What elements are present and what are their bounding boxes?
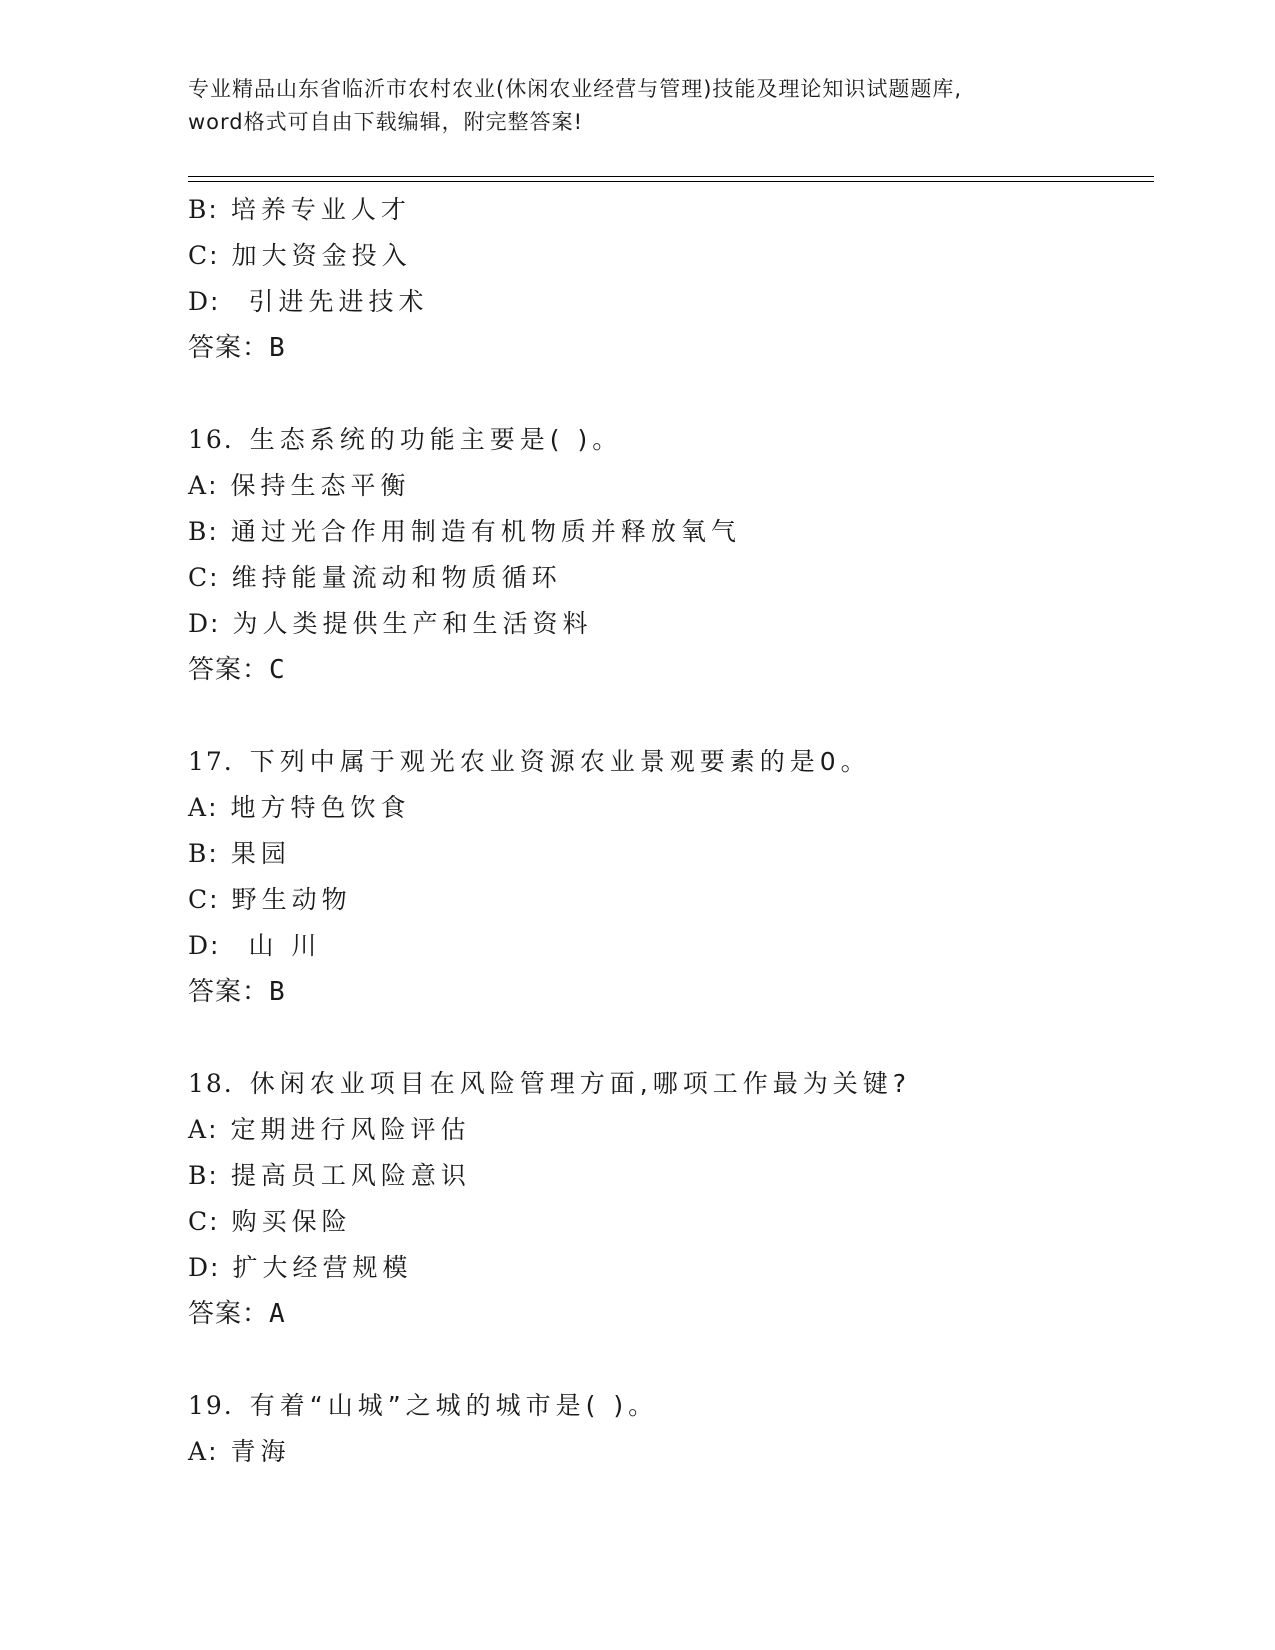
option-letter: B (188, 1161, 209, 1190)
option-b (188, 831, 1154, 877)
option-letter: D (188, 931, 211, 960)
option-letter: A (188, 793, 209, 822)
option-separator: : (209, 563, 218, 592)
question-number: 16. (188, 425, 234, 454)
option-separator: : (208, 793, 217, 822)
option-c (188, 1199, 1154, 1245)
spacer (188, 693, 1154, 739)
spacer (188, 1015, 1154, 1061)
option-text: 扩大经营规模 (232, 1253, 413, 1282)
option-separator: : (208, 1161, 217, 1190)
answer-label: 答案： (188, 977, 270, 1007)
option-separator: : (208, 195, 217, 224)
option-separator: : (208, 839, 217, 868)
option-separator: : (208, 517, 217, 546)
question-number: 19. (188, 1391, 234, 1420)
option-b (188, 187, 1154, 233)
option-separator: : (208, 471, 217, 500)
answer-line (188, 969, 1154, 1015)
option-a (188, 1429, 1154, 1475)
option-text: 维持能量流动和物质循环 (231, 563, 562, 592)
question-16 (188, 417, 1154, 693)
option-separator: : (209, 1207, 218, 1236)
option-separator: : (210, 287, 219, 316)
option-letter: B (188, 517, 209, 546)
option-text: 青海 (230, 1437, 291, 1466)
question-15-tail (188, 187, 1154, 371)
option-text: 购买保险 (231, 1207, 352, 1236)
option-b (188, 1153, 1154, 1199)
option-text: 为人类提供生产和生活资料 (232, 609, 593, 638)
option-separator: : (209, 885, 218, 914)
option-b (188, 509, 1154, 555)
option-text: 保持生态平衡 (230, 471, 411, 500)
option-letter: D (188, 287, 211, 316)
question-17 (188, 739, 1154, 1015)
option-separator: : (210, 609, 219, 638)
question-number: 18. (188, 1069, 234, 1098)
question-number: 17. (188, 747, 234, 776)
option-separator: : (210, 931, 219, 960)
option-letter: D (188, 1253, 211, 1282)
option-letter: D (188, 609, 211, 638)
question-text: 有着“山城”之城的城市是( )。 (249, 1391, 659, 1420)
option-separator: : (208, 1115, 217, 1144)
spacer (188, 1337, 1154, 1383)
header-line-2: word格式可自由下载编辑，附完整答案! (188, 110, 584, 134)
question-stem (188, 1061, 1154, 1107)
option-text: 果园 (230, 839, 291, 868)
answer-label: 答案： (188, 1299, 270, 1329)
option-c (188, 233, 1154, 279)
question-19 (188, 1383, 1154, 1475)
option-separator: : (210, 1253, 219, 1282)
answer-value: C (269, 655, 286, 685)
option-c (188, 555, 1154, 601)
option-a (188, 785, 1154, 831)
option-text: 引进先进技术 (248, 287, 429, 316)
option-letter: A (188, 1115, 209, 1144)
question-text: 下列中属于观光农业资源农业景观要素的是0。 (249, 747, 871, 776)
header-rule-top (188, 176, 1154, 177)
question-list (188, 187, 1154, 1475)
option-text: 定期进行风险评估 (230, 1115, 471, 1144)
option-letter: A (188, 471, 209, 500)
option-a (188, 1107, 1154, 1153)
option-a (188, 463, 1154, 509)
option-separator: : (208, 1437, 217, 1466)
option-letter: C (188, 563, 210, 592)
answer-line (188, 1291, 1154, 1337)
question-text: 休闲农业项目在风险管理方面,哪项工作最为关键? (249, 1069, 911, 1098)
question-stem (188, 417, 1154, 463)
option-d (188, 923, 1154, 969)
option-text: 加大资金投入 (231, 241, 412, 270)
answer-line (188, 647, 1154, 693)
question-18 (188, 1061, 1154, 1337)
header-rule-bottom (188, 181, 1154, 182)
header-line-1: 专业精品山东省临沂市农村农业(休闲农业经营与管理)技能及理论知识试题题库, (188, 77, 963, 101)
answer-line (188, 325, 1154, 371)
option-letter: C (188, 241, 210, 270)
question-text: 生态系统的功能主要是( )。 (249, 425, 623, 454)
answer-value: B (269, 977, 286, 1007)
question-stem (188, 1383, 1154, 1429)
option-text: 培养专业人才 (230, 195, 411, 224)
answer-value: A (269, 1299, 286, 1329)
option-text: 野生动物 (231, 885, 352, 914)
option-letter: C (188, 885, 210, 914)
option-letter: A (188, 1437, 209, 1466)
question-stem (188, 739, 1154, 785)
option-letter: C (188, 1207, 210, 1236)
option-text: 山 川 (248, 931, 322, 960)
option-text: 通过光合作用制造有机物质并释放氧气 (230, 517, 741, 546)
option-letter: B (188, 195, 209, 224)
document-header (188, 73, 1088, 139)
option-text: 地方特色饮食 (230, 793, 411, 822)
option-c (188, 877, 1154, 923)
option-text: 提高员工风险意识 (230, 1161, 471, 1190)
option-d (188, 279, 1154, 325)
option-separator: : (209, 241, 218, 270)
answer-value: B (269, 333, 286, 363)
option-d (188, 1245, 1154, 1291)
answer-label: 答案： (188, 655, 270, 685)
option-letter: B (188, 839, 209, 868)
answer-label: 答案： (188, 333, 270, 363)
spacer (188, 371, 1154, 417)
option-d (188, 601, 1154, 647)
